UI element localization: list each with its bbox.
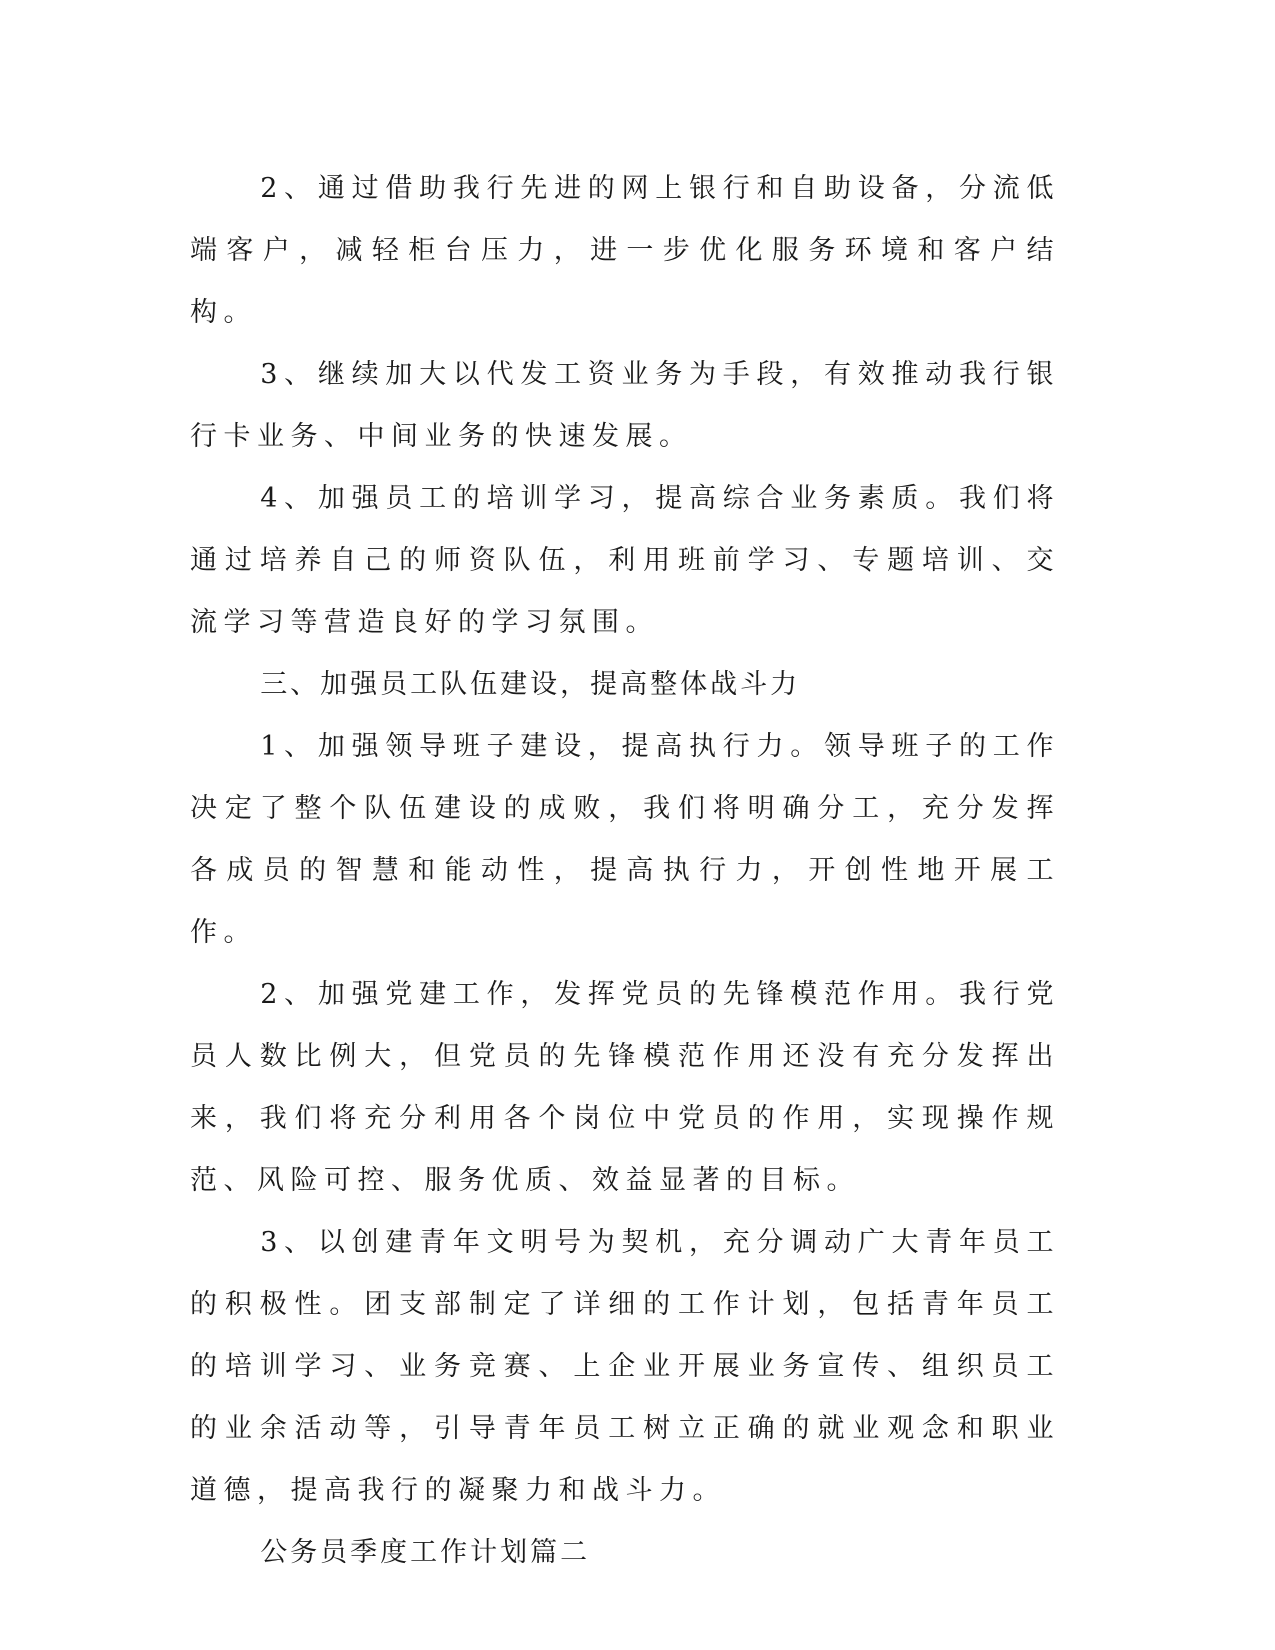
paragraph-item-4: 4、加强员工的培训学习，提高综合业务素质。我们将通过培养自己的师资队伍，利用班前学习、专题培训、交流学习等营造良好的学习氛围。 [190, 483, 1060, 638]
section-paragraph-3: 3、以创建青年文明号为契机，充分调动广大青年员工的积极性。团支部制定了详细的工作计划，包括青年员工的培训学习、业务竞赛、上企业开展业务宣传、组织员工的业余活动等，引导青年员工树立正确的就业观念和职业道德，提高我行的凝聚力和战斗力。 [190, 1227, 1060, 1506]
next-section-title: 公务员季度工作计划篇二 [260, 1537, 591, 1568]
section-paragraph-2: 2、加强党建工作，发挥党员的先锋模范作用。我行党员人数比例大，但党员的先锋模范作用还没有充分发挥出来，我们将充分利用各个岗位中党员的作用，实现操作规范、风险可控、服务优质、效益显著的目标。 [190, 979, 1060, 1196]
document-body [190, 158, 1060, 1584]
paragraph-item-2: 2、通过借助我行先进的网上银行和自助设备，分流低端客户，减轻柜台压力，进一步优化服务环境和客户结构。 [190, 173, 1060, 328]
section-paragraph-1: 1、加强领导班子建设，提高执行力。领导班子的工作决定了整个队伍建设的成败，我们将明确分工，充分发挥各成员的智慧和能动性，提高执行力，开创性地开展工作。 [190, 731, 1060, 948]
paragraph-item-3: 3、继续加大以代发工资业务为手段，有效推动我行银行卡业务、中间业务的快速发展。 [190, 359, 1060, 452]
section-heading: 三、加强员工队伍建设，提高整体战斗力 [260, 669, 801, 700]
